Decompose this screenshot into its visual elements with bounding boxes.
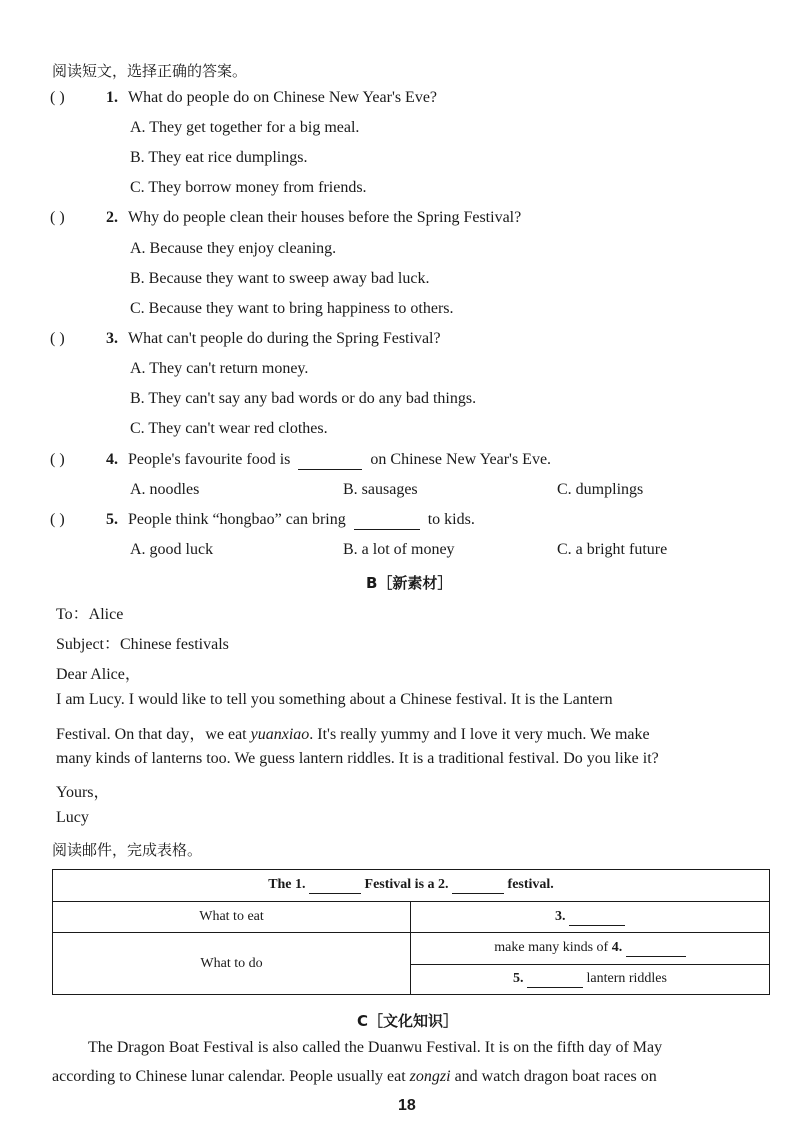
question-text: People's favourite food is [128, 451, 291, 468]
table-blank-3[interactable] [569, 909, 625, 926]
answer-bracket[interactable]: ( ) [50, 511, 65, 528]
question-number: 2. [106, 209, 118, 226]
question-text-end: to kids. [427, 511, 475, 528]
table-blank-2[interactable] [452, 877, 504, 894]
fill-in-table [52, 869, 770, 995]
question-text: People think “hongbao” can bring [128, 511, 346, 528]
question-text-end: on Chinese New Year's Eve. [370, 451, 552, 468]
option-b: B. They eat rice dumplings. [130, 149, 308, 166]
email-closing: Yours， [56, 784, 110, 801]
fill-blank[interactable] [298, 451, 362, 470]
table-blank-4[interactable] [626, 940, 686, 957]
page-number: 18 [398, 1097, 416, 1114]
answer-bracket[interactable]: ( ) [50, 209, 65, 226]
email-subject: Subject：Chinese festivals [56, 636, 229, 653]
email-greeting: Dear Alice， [56, 666, 141, 683]
answer-bracket[interactable]: ( ) [50, 89, 65, 106]
italic-word: zongzi [409, 1068, 451, 1085]
email-body-line: many kinds of lanterns too. We guess lantern riddles. It is a traditional festival. Do you like it? [56, 750, 659, 767]
table-cell-do-2: 5. lantern riddles [411, 965, 770, 995]
question-text: What do people do on Chinese New Year's Eve? [128, 89, 438, 106]
option-a: A. Because they enjoy cleaning. [130, 240, 337, 257]
answer-bracket[interactable]: ( ) [50, 330, 65, 347]
question-number: 4. [106, 451, 118, 468]
email-body-line: Festival. On that day，we eat yuanxiao. It's really yummy and I love it very much. We make [56, 726, 650, 743]
passage-line: according to Chinese lunar calendar. People usually eat zongzi and watch dragon boat races on [52, 1068, 657, 1085]
answer-bracket[interactable]: ( ) [50, 451, 65, 468]
table-cell-do-1: make many kinds of 4. [411, 933, 770, 965]
option-b: B. They can't say any bad words or do any bad things. [130, 390, 477, 407]
question-text: Why do people clean their houses before the Spring Festival? [128, 209, 522, 226]
option-a: A. noodles [130, 481, 200, 498]
section-c-heading: C［文化知识］ [357, 1012, 459, 1030]
option-b: B. sausages [343, 481, 418, 498]
email-body-line: I am Lucy. I would like to tell you something about a Chinese festival. It is the Lantern [56, 691, 613, 708]
section-a-instruction: 阅读短文，选择正确的答案。 [52, 62, 248, 80]
table-label-what-to-do: What to do [53, 933, 411, 995]
option-c: C. dumplings [557, 481, 644, 498]
passage-line: The Dragon Boat Festival is also called the Duanwu Festival. It is on the fifth day of May [88, 1039, 663, 1056]
table-cell-eat: 3. [411, 902, 770, 933]
email-signature: Lucy [56, 809, 89, 826]
question-number: 3. [106, 330, 118, 347]
question-text: What can't people do during the Spring Festival? [128, 330, 441, 347]
option-c: C. They borrow money from friends. [130, 179, 367, 196]
option-c: C. They can't wear red clothes. [130, 420, 328, 437]
fill-blank[interactable] [354, 511, 420, 530]
option-b: B. a lot of money [343, 541, 455, 558]
table-blank-1[interactable] [309, 877, 361, 894]
table-label-what-to-eat: What to eat [53, 902, 411, 933]
italic-word: yuanxiao [250, 726, 310, 743]
section-b-heading: B［新素材］ [366, 574, 453, 592]
option-a: A. They can't return money. [130, 360, 309, 377]
option-a: A. They get together for a big meal. [130, 119, 360, 136]
table-instruction: 阅读邮件，完成表格。 [52, 841, 203, 859]
table-header: The 1. Festival is a 2. festival. [53, 870, 770, 902]
option-a: A. good luck [130, 541, 214, 558]
question-number: 5. [106, 511, 118, 528]
table-blank-5[interactable] [527, 971, 583, 988]
email-to: To：Alice [56, 606, 124, 623]
option-b: B. Because they want to sweep away bad luck. [130, 270, 430, 287]
question-number: 1. [106, 89, 118, 106]
option-c: C. a bright future [557, 541, 668, 558]
option-c: C. Because they want to bring happiness to others. [130, 300, 454, 317]
